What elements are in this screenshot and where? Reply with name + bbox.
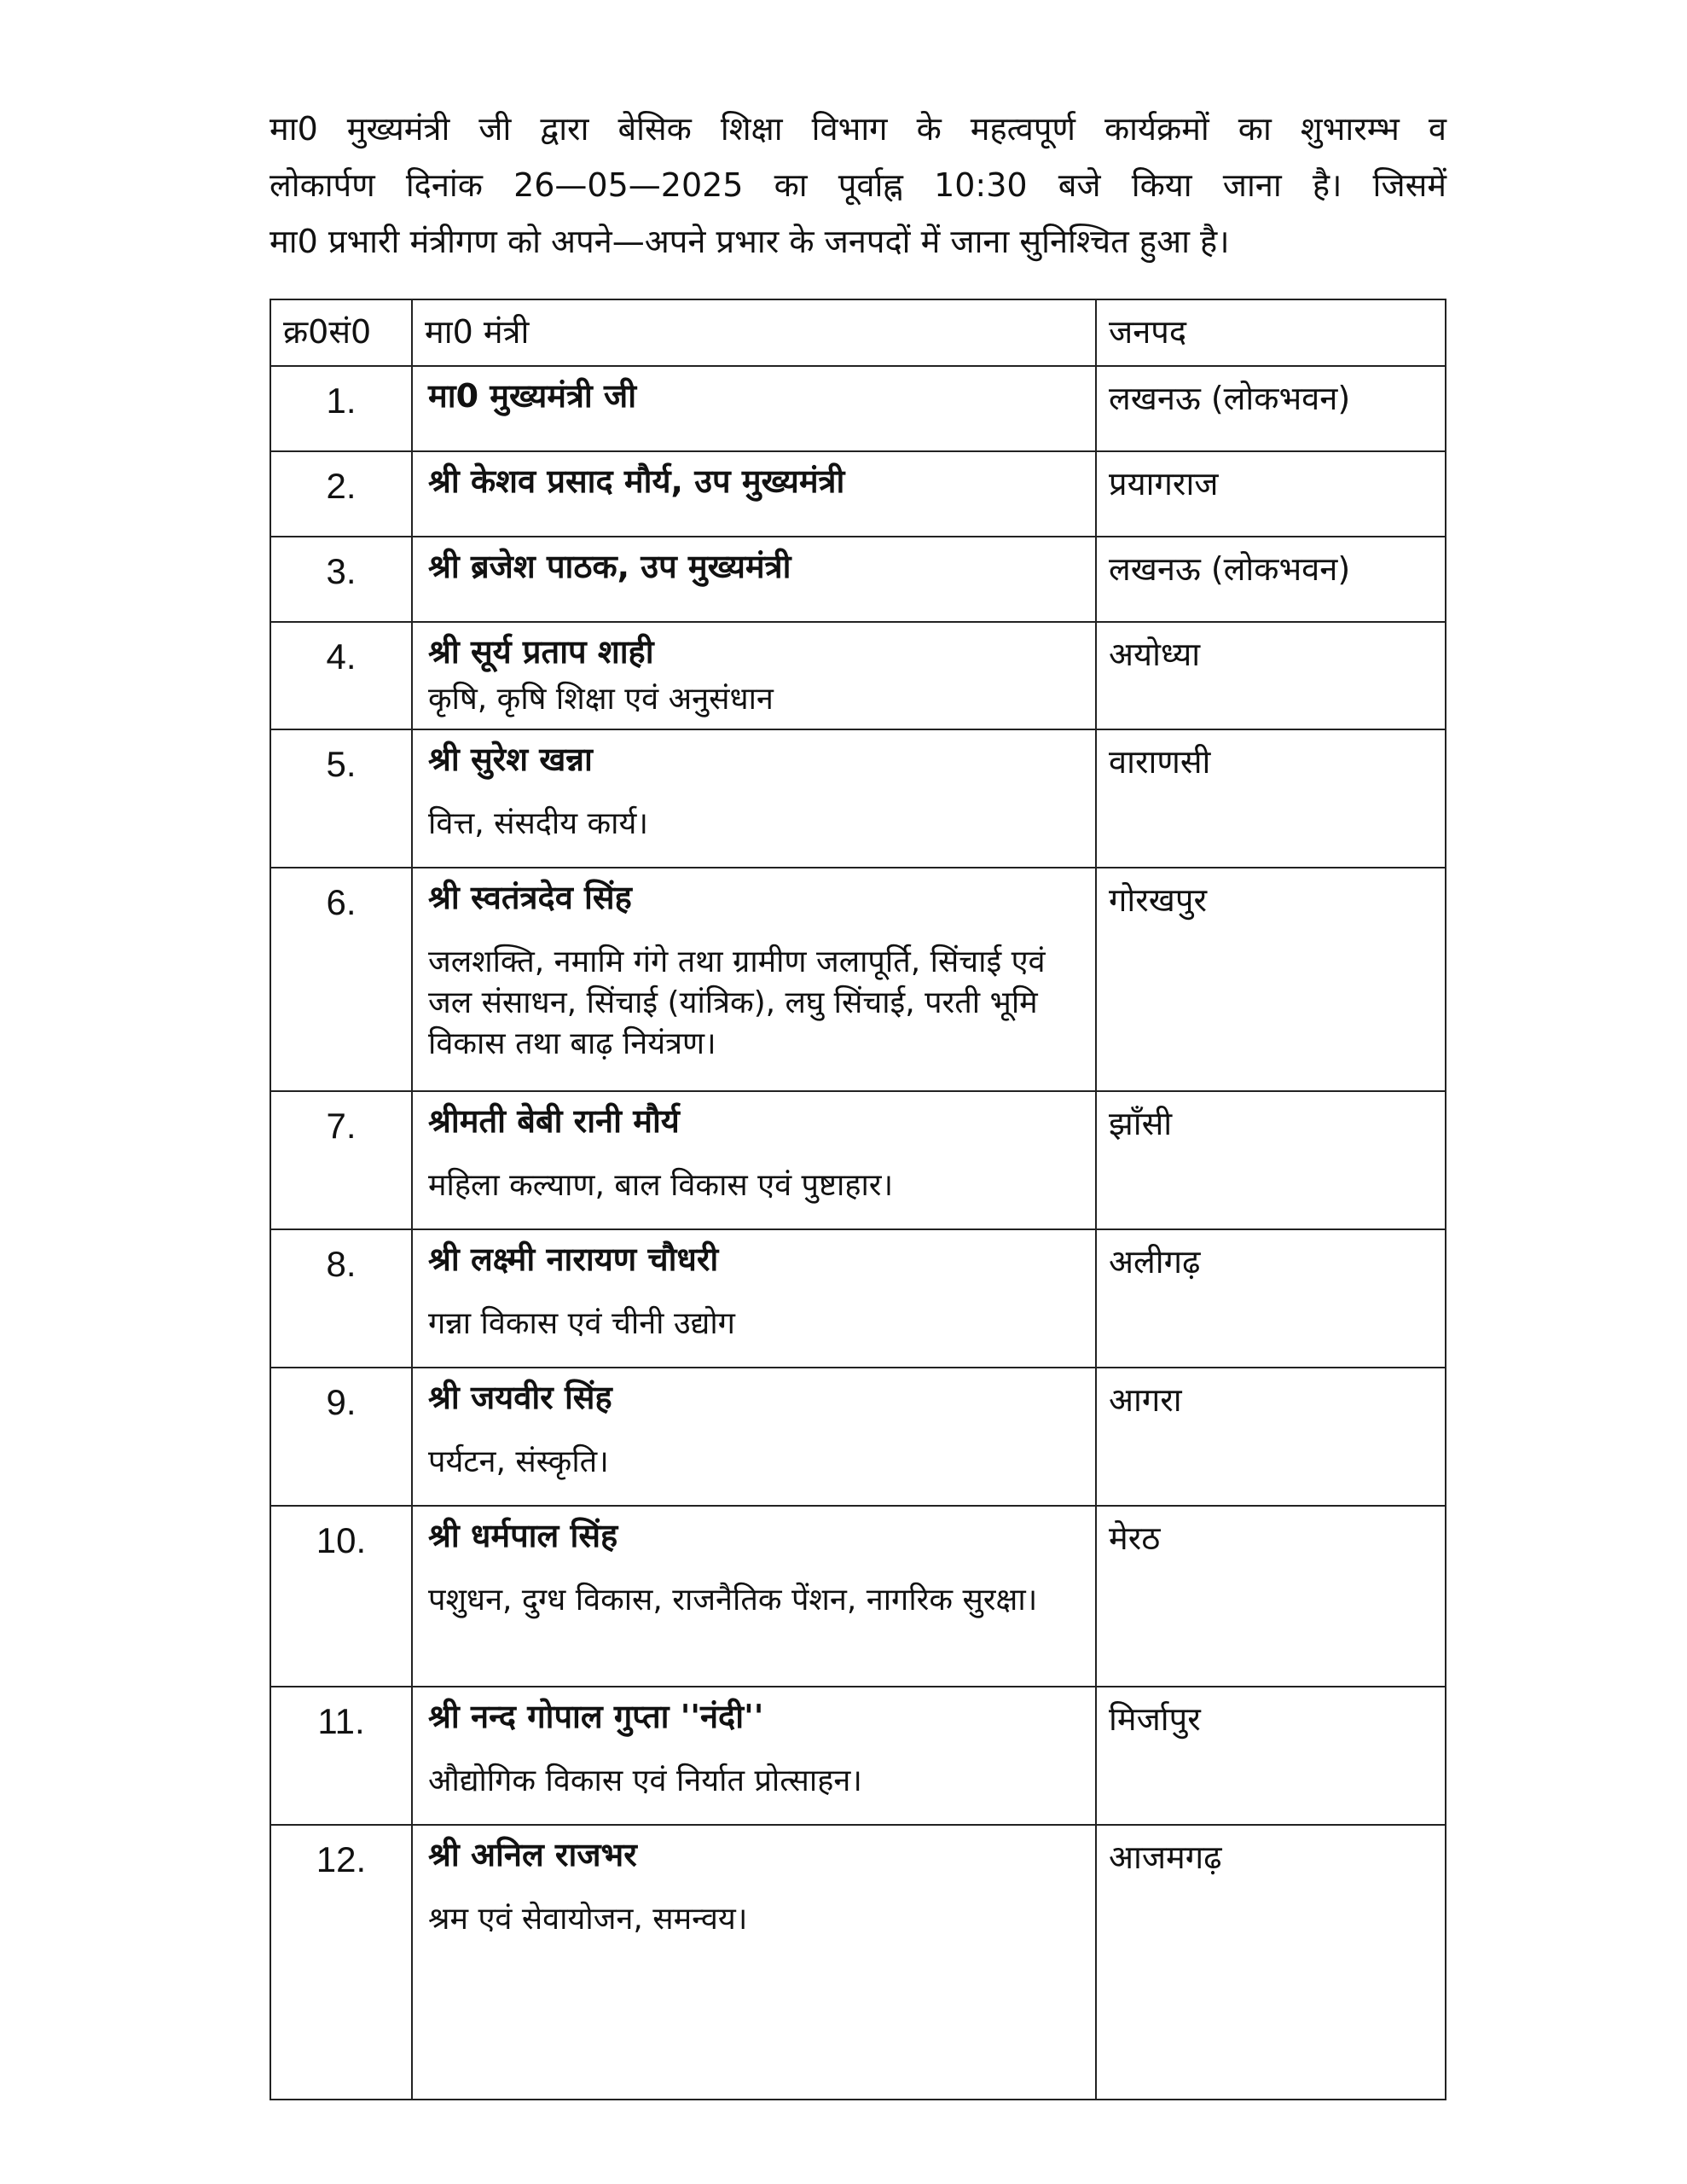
- minister-name: श्री सुरेश खन्ना: [428, 741, 593, 778]
- minister-portfolio: वित्त, संसदीय कार्य।: [428, 806, 649, 841]
- minister-cell: [412, 1687, 1096, 1825]
- row-number: 4.: [270, 622, 412, 729]
- minister-portfolio: महिला कल्याण, बाल विकास एवं पुष्टाहार।: [428, 1168, 894, 1203]
- ministers-table: [270, 299, 1446, 2100]
- table-row: [270, 451, 1446, 537]
- table-row: [270, 729, 1446, 868]
- header-district: जनपद: [1096, 299, 1446, 366]
- minister-name: श्रीमती बेबी रानी मौर्य: [428, 1102, 680, 1140]
- minister-name: श्री ब्रजेश पाठक, उप मुख्यमंत्री: [428, 548, 791, 585]
- minister-portfolio: गन्ना विकास एवं चीनी उद्योग: [428, 1306, 735, 1341]
- row-number: 12.: [270, 1825, 412, 2100]
- district-cell: मेरठ: [1096, 1506, 1446, 1687]
- minister-portfolio: पशुधन, दुग्ध विकास, राजनैतिक पेंशन, नागरिक सुरक्षा।: [428, 1583, 1038, 1618]
- minister-cell: [412, 622, 1096, 729]
- row-number: 6.: [270, 868, 412, 1091]
- intro-paragraph: [270, 101, 1446, 270]
- minister-portfolio: पर्यटन, संस्कृति।: [428, 1444, 609, 1479]
- minister-cell: [412, 537, 1096, 622]
- row-number: 7.: [270, 1091, 412, 1229]
- row-number: 2.: [270, 451, 412, 537]
- minister-cell: [412, 1825, 1096, 2100]
- minister-portfolio: श्रम एवं सेवायोजन, समन्वय।: [428, 1902, 748, 1937]
- district-cell: मिर्जापुर: [1096, 1687, 1446, 1825]
- minister-cell: [412, 868, 1096, 1091]
- table-row: [270, 366, 1446, 451]
- row-number: 1.: [270, 366, 412, 451]
- minister-name: मा0 मुख्यमंत्री जी: [428, 377, 637, 415]
- district-cell: अयोध्या: [1096, 622, 1446, 729]
- intro-line-2: लोकार्पण दिनांक 26—05—2025 का पूर्वाह्न 10:30 बजे किया जाना है। जिसमें: [270, 166, 1446, 204]
- intro-line-3: मा0 प्रभारी मंत्रीगण को अपने—अपने प्रभार के जनपदों में जाना सुनिश्चित हुआ है।: [270, 223, 1230, 260]
- table-row: [270, 1091, 1446, 1229]
- district-cell: लखनऊ (लोकभवन): [1096, 537, 1446, 622]
- district-cell: लखनऊ (लोकभवन): [1096, 366, 1446, 451]
- district-cell: आजमगढ़: [1096, 1825, 1446, 2100]
- district-cell: आगरा: [1096, 1368, 1446, 1506]
- minister-name: श्री केशव प्रसाद मौर्य, उप मुख्यमंत्री: [428, 462, 845, 500]
- header-minister: मा0 मंत्री: [412, 299, 1096, 366]
- row-number: 9.: [270, 1368, 412, 1506]
- row-number: 8.: [270, 1229, 412, 1368]
- row-number: 11.: [270, 1687, 412, 1825]
- district-cell: प्रयागराज: [1096, 451, 1446, 537]
- row-number: 5.: [270, 729, 412, 868]
- minister-cell: [412, 451, 1096, 537]
- minister-cell: [412, 1506, 1096, 1687]
- minister-portfolio: औद्योगिक विकास एवं निर्यात प्रोत्साहन।: [428, 1763, 862, 1798]
- minister-portfolio: कृषि, कृषि शिक्षा एवं अनुसंधान: [428, 682, 774, 717]
- table-row: [270, 1368, 1446, 1506]
- minister-cell: [412, 1229, 1096, 1368]
- row-number: 3.: [270, 537, 412, 622]
- minister-name: श्री सूर्य प्रताप शाही: [428, 633, 654, 671]
- header-serial: क्र0सं0: [270, 299, 412, 366]
- minister-cell: [412, 366, 1096, 451]
- minister-cell: [412, 1091, 1096, 1229]
- district-cell: अलीगढ़: [1096, 1229, 1446, 1368]
- table-row: [270, 868, 1446, 1091]
- minister-cell: [412, 729, 1096, 868]
- intro-line-1: मा0 मुख्यमंत्री जी द्वारा बेसिक शिक्षा विभाग के महत्वपूर्ण कार्यक्रमों का शुभारम्भ व: [270, 110, 1446, 148]
- minister-name: श्री अनिल राजभर: [428, 1836, 637, 1873]
- minister-name: श्री नन्द गोपाल गुप्ता ''नंदी'': [428, 1698, 764, 1735]
- district-cell: गोरखपुर: [1096, 868, 1446, 1091]
- district-cell: वाराणसी: [1096, 729, 1446, 868]
- table-row: [270, 1506, 1446, 1687]
- minister-portfolio: जलशक्ति, नमामि गंगे तथा ग्रामीण जलापूर्ति, सिंचाई एवं जल संसाधन, सिंचाई (यांत्रिक), लघु सिंचाई, परती भूमि विकास तथा बाढ़ नियंत्रण।: [428, 944, 1046, 1061]
- district-cell: झाँसी: [1096, 1091, 1446, 1229]
- minister-name: श्री धर्मपाल सिंह: [428, 1517, 618, 1554]
- table-row: [270, 1229, 1446, 1368]
- minister-name: श्री स्वतंत्रदेव सिंह: [428, 879, 632, 916]
- table-row: [270, 537, 1446, 622]
- minister-name: श्री जयवीर सिंह: [428, 1379, 612, 1416]
- table-row: [270, 1825, 1446, 2100]
- row-number: 10.: [270, 1506, 412, 1687]
- minister-cell: [412, 1368, 1096, 1506]
- minister-name: श्री लक्ष्मी नारायण चौधरी: [428, 1240, 719, 1278]
- table-header-row: [270, 299, 1446, 366]
- table-row: [270, 622, 1446, 729]
- table-row: [270, 1687, 1446, 1825]
